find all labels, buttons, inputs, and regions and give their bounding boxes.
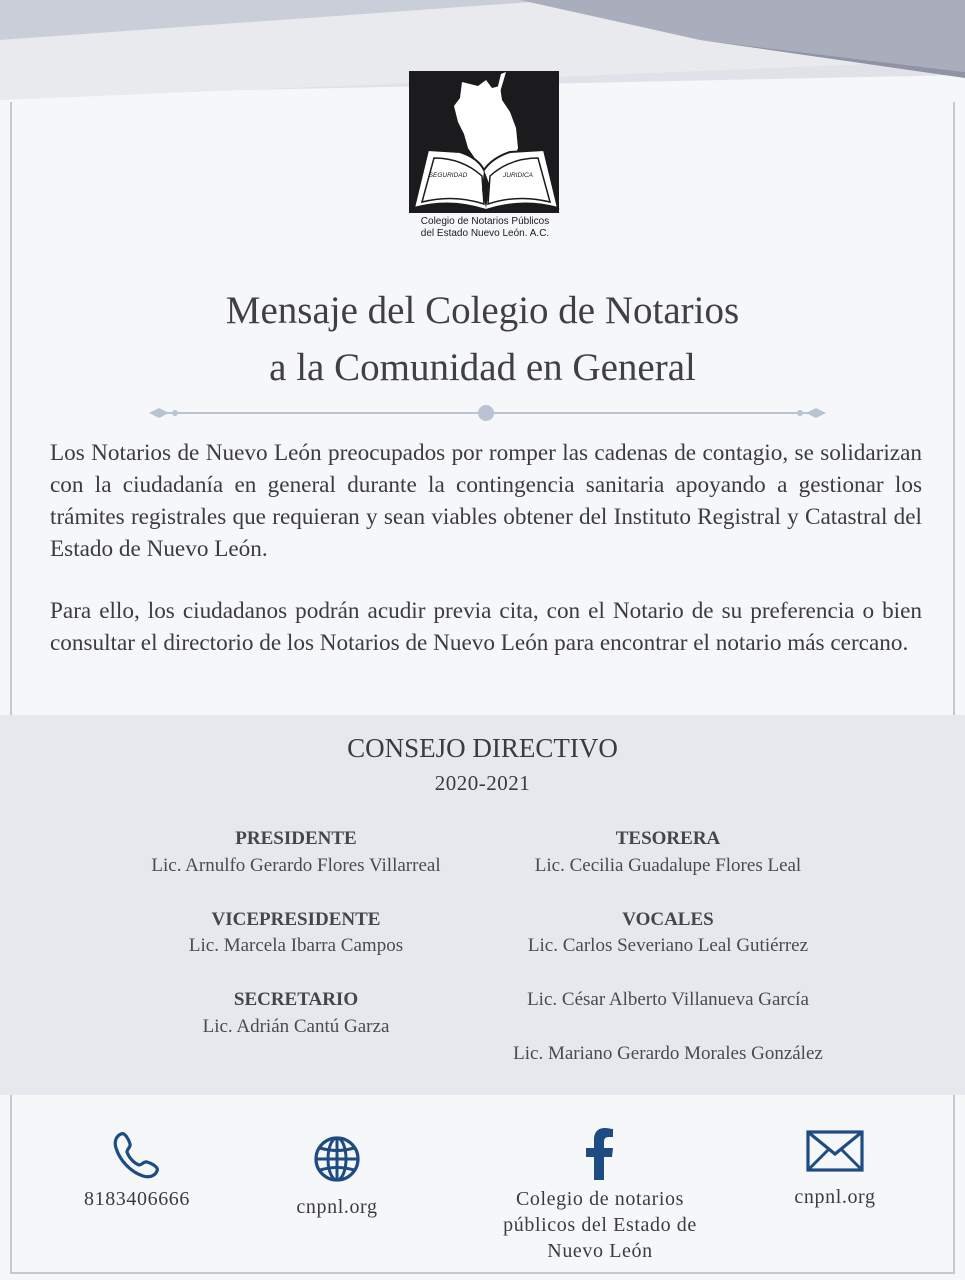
treasurer-name: Lic. Cecilia Guadalupe Flores Leal xyxy=(534,855,802,876)
facebook-page-line3: Nuevo León xyxy=(547,1240,653,1262)
logo-book-left-text: SEGURIDAD xyxy=(428,172,468,179)
notaries-college-logo xyxy=(400,66,570,242)
vocales-role: VOCALES xyxy=(622,909,714,930)
facebook-icon xyxy=(585,1128,615,1180)
vicepresident-name: Lic. Marcela Ibarra Campos xyxy=(188,935,404,956)
phone-number: 8183406666 xyxy=(84,1188,190,1210)
page-title-line2: a la Comunidad en General xyxy=(269,346,696,389)
facebook-page-line1: Colegio de notarios xyxy=(515,1188,685,1210)
globe-icon xyxy=(312,1134,362,1184)
logo-caption-line2: del Estado Nuevo León. A.C. xyxy=(420,228,550,239)
vicepresident-role: VICEPRESIDENTE xyxy=(211,909,381,930)
phone-contact[interactable] xyxy=(62,1128,212,1212)
treasurer-role: TESORERA xyxy=(615,828,721,849)
president-role: PRESIDENTE xyxy=(235,828,357,849)
secretary-name: Lic. Adrián Cantú Garza xyxy=(202,1016,390,1037)
facebook-contact[interactable] xyxy=(480,1128,720,1264)
logo-book-right-text: JURIDICA xyxy=(503,172,533,179)
ornamental-divider xyxy=(145,402,830,424)
website-contact[interactable] xyxy=(262,1134,412,1220)
vocal-name-1: Lic. Carlos Severiano Leal Gutiérrez xyxy=(527,935,809,956)
secretary-role: SECRETARIO xyxy=(233,989,359,1010)
council-left-column xyxy=(96,828,496,1068)
email-contact[interactable] xyxy=(760,1130,910,1210)
president-name: Lic. Arnulfo Gerardo Flores Villarreal xyxy=(151,855,441,876)
page-title-line1: Mensaje del Colegio de Notarios xyxy=(225,289,740,332)
message-paragraph-1: Los Notarios de Nuevo León preocupados por romper las cadenas de contagio, se solidarizan con la ciudadanía en general durante la contingencia sanitaria apoyando a gestionar los trámites registrales que requieran y sean viables obtener del Instituto Registral y Catastral del Estado de Nuevo León. xyxy=(50,440,922,562)
vocal-name-2: Lic. César Alberto Villanueva García xyxy=(527,989,809,1010)
email-address: cnpnl.org xyxy=(794,1186,876,1208)
mail-icon xyxy=(806,1130,864,1172)
website-url: cnpnl.org xyxy=(296,1196,378,1218)
message-paragraph-2: Para ello, los ciudadanos podrán acudir previa cita, con el Notario de su preferencia o bien consultar el directorio de los Notarios de Nuevo León para encontrar el notario más cercano. xyxy=(50,598,922,656)
logo-caption-line1: Colegio de Notarios Públicos xyxy=(420,216,550,227)
vocal-name-3: Lic. Mariano Gerardo Morales González xyxy=(513,1043,823,1064)
page-frame xyxy=(10,102,955,1274)
council-right-column xyxy=(468,828,868,1068)
phone-icon xyxy=(111,1128,163,1180)
facebook-page-line2: públicos del Estado de xyxy=(503,1214,697,1236)
council-years: 2020-2021 xyxy=(434,771,531,795)
council-title: CONSEJO DIRECTIVO xyxy=(347,733,618,763)
